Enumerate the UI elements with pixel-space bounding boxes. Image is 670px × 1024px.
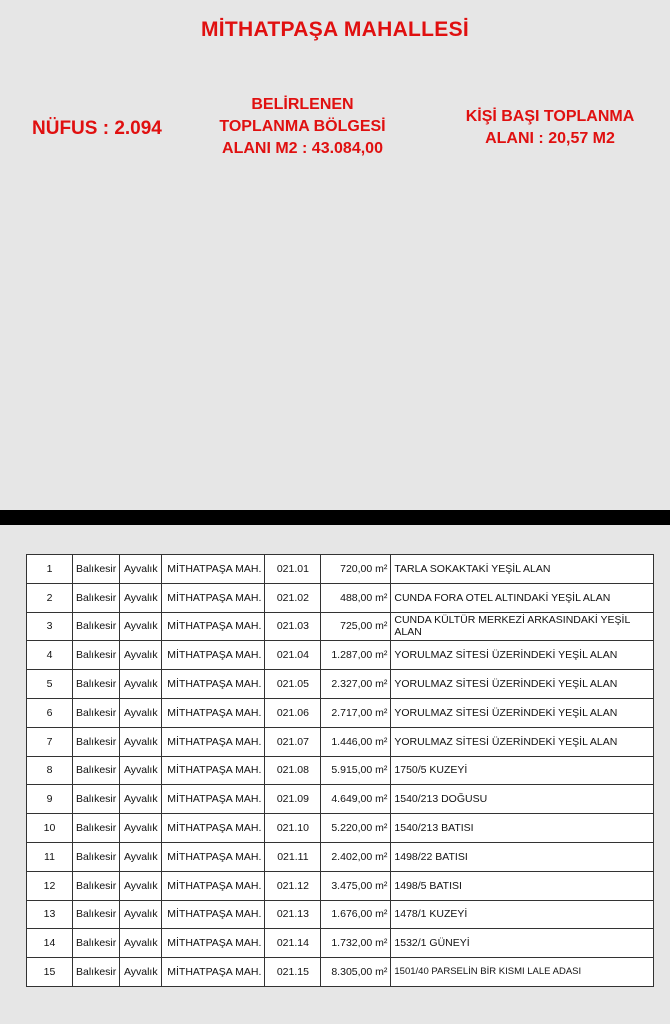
province-cell: Balıkesir: [73, 583, 120, 612]
area-code-cell: 021.13: [265, 900, 321, 929]
province-cell: Balıkesir: [73, 756, 120, 785]
district-cell: Ayvalık: [120, 727, 162, 756]
area-code-cell: 021.09: [265, 785, 321, 814]
area-description-cell: YORULMAZ SİTESİ ÜZERİNDEKİ YEŞİL ALAN: [391, 670, 654, 699]
row-number-cell: 3: [27, 612, 73, 641]
neighborhood-cell: MİTHATPAŞA MAH.: [162, 814, 265, 843]
area-size-cell: 8.305,00 m²: [321, 958, 391, 987]
table-row: [27, 900, 654, 929]
row-number-cell: 14: [27, 929, 73, 958]
row-number-cell: 5: [27, 670, 73, 699]
area-size-cell: 5.220,00 m²: [321, 814, 391, 843]
area-code-cell: 021.07: [265, 727, 321, 756]
area-code-cell: 021.08: [265, 756, 321, 785]
area-size-cell: 3.475,00 m²: [321, 871, 391, 900]
province-cell: Balıkesir: [73, 727, 120, 756]
neighborhood-cell: MİTHATPAŞA MAH.: [162, 842, 265, 871]
area-size-cell: 1.732,00 m²: [321, 929, 391, 958]
row-number-cell: 12: [27, 871, 73, 900]
neighborhood-cell: MİTHATPAŞA MAH.: [162, 670, 265, 699]
district-cell: Ayvalık: [120, 670, 162, 699]
area-code-cell: 021.05: [265, 670, 321, 699]
province-cell: Balıkesir: [73, 641, 120, 670]
district-cell: Ayvalık: [120, 756, 162, 785]
row-number-cell: 13: [27, 900, 73, 929]
area-description-cell: TARLA SOKAKTAKİ YEŞİL ALAN: [391, 555, 654, 584]
table-row: [27, 698, 654, 727]
row-number-cell: 1: [27, 555, 73, 584]
summary-panel: [0, 0, 670, 510]
province-cell: Balıkesir: [73, 871, 120, 900]
area-description-cell: 1501/40 PARSELİN BİR KISMI LALE ADASI: [391, 958, 654, 987]
area-size-cell: 488,00 m²: [321, 583, 391, 612]
table-row: [27, 555, 654, 584]
neighborhood-cell: MİTHATPAŞA MAH.: [162, 958, 265, 987]
table-row: [27, 785, 654, 814]
area-code-cell: 021.10: [265, 814, 321, 843]
area-code-cell: 021.03: [265, 612, 321, 641]
row-number-cell: 9: [27, 785, 73, 814]
neighborhood-cell: MİTHATPAŞA MAH.: [162, 871, 265, 900]
neighborhood-cell: MİTHATPAŞA MAH.: [162, 698, 265, 727]
area-description-cell: CUNDA FORA OTEL ALTINDAKİ YEŞİL ALAN: [391, 583, 654, 612]
neighborhood-cell: MİTHATPAŞA MAH.: [162, 785, 265, 814]
row-number-cell: 4: [27, 641, 73, 670]
row-number-cell: 6: [27, 698, 73, 727]
population-text: NÜFUS : 2.094: [32, 118, 162, 139]
table-row: [27, 958, 654, 987]
district-cell: Ayvalık: [120, 698, 162, 727]
assembly-area-line-1: BELİRLENEN: [251, 96, 354, 113]
province-cell: Balıkesir: [73, 555, 120, 584]
district-cell: Ayvalık: [120, 814, 162, 843]
area-code-cell: 021.14: [265, 929, 321, 958]
area-description-cell: 1478/1 KUZEYİ: [391, 900, 654, 929]
assembly-areas-table: [26, 554, 654, 987]
area-code-cell: 021.01: [265, 555, 321, 584]
table-row: [27, 612, 654, 641]
district-cell: Ayvalık: [120, 900, 162, 929]
population-stat: [32, 118, 162, 140]
area-description-cell: CUNDA KÜLTÜR MERKEZİ ARKASINDAKİ YEŞİL ALAN: [391, 612, 654, 641]
table-row: [27, 929, 654, 958]
row-number-cell: 7: [27, 727, 73, 756]
area-description-cell: YORULMAZ SİTESİ ÜZERİNDEKİ YEŞİL ALAN: [391, 727, 654, 756]
area-code-cell: 021.12: [265, 871, 321, 900]
province-cell: Balıkesir: [73, 929, 120, 958]
row-number-cell: 11: [27, 842, 73, 871]
per-capita-line-2: ALANI : 20,57 M2: [485, 130, 615, 147]
district-cell: Ayvalık: [120, 785, 162, 814]
area-size-cell: 2.327,00 m²: [321, 670, 391, 699]
area-code-cell: 021.06: [265, 698, 321, 727]
area-code-cell: 021.04: [265, 641, 321, 670]
district-cell: Ayvalık: [120, 555, 162, 584]
area-size-cell: 1.287,00 m²: [321, 641, 391, 670]
table-row: [27, 814, 654, 843]
neighborhood-cell: MİTHATPAŞA MAH.: [162, 641, 265, 670]
row-number-cell: 10: [27, 814, 73, 843]
neighborhood-cell: MİTHATPAŞA MAH.: [162, 900, 265, 929]
area-size-cell: 5.915,00 m²: [321, 756, 391, 785]
row-number-cell: 8: [27, 756, 73, 785]
province-cell: Balıkesir: [73, 958, 120, 987]
neighborhood-cell: MİTHATPAŞA MAH.: [162, 929, 265, 958]
area-description-cell: YORULMAZ SİTESİ ÜZERİNDEKİ YEŞİL ALAN: [391, 698, 654, 727]
district-cell: Ayvalık: [120, 641, 162, 670]
neighborhood-cell: MİTHATPAŞA MAH.: [162, 727, 265, 756]
area-size-cell: 1.446,00 m²: [321, 727, 391, 756]
table-row: [27, 641, 654, 670]
table-panel: [0, 525, 670, 1024]
per-capita-line-1: KİŞİ BAŞI TOPLANMA: [465, 108, 635, 125]
province-cell: Balıkesir: [73, 900, 120, 929]
province-cell: Balıkesir: [73, 842, 120, 871]
area-description-cell: 1498/22 BATISI: [391, 842, 654, 871]
area-description-cell: 1532/1 GÜNEYİ: [391, 929, 654, 958]
area-description-cell: 1540/213 DOĞUSU: [391, 785, 654, 814]
assembly-area-line-3: ALANI M2 : 43.084,00: [222, 140, 383, 157]
assembly-area-stat: [200, 94, 405, 160]
area-size-cell: 1.676,00 m²: [321, 900, 391, 929]
province-cell: Balıkesir: [73, 814, 120, 843]
assembly-area-line-2: TOPLANMA BÖLGESİ: [219, 118, 386, 135]
area-code-cell: 021.11: [265, 842, 321, 871]
area-description-cell: 1540/213 BATISI: [391, 814, 654, 843]
divider-bar: [0, 510, 670, 525]
per-capita-area-stat: [455, 106, 645, 150]
area-size-cell: 2.402,00 m²: [321, 842, 391, 871]
row-number-cell: 15: [27, 958, 73, 987]
province-cell: Balıkesir: [73, 698, 120, 727]
area-size-cell: 2.717,00 m²: [321, 698, 391, 727]
area-code-cell: 021.02: [265, 583, 321, 612]
table-row: [27, 842, 654, 871]
district-cell: Ayvalık: [120, 842, 162, 871]
table-row: [27, 583, 654, 612]
neighborhood-cell: MİTHATPAŞA MAH.: [162, 555, 265, 584]
area-description-cell: YORULMAZ SİTESİ ÜZERİNDEKİ YEŞİL ALAN: [391, 641, 654, 670]
district-cell: Ayvalık: [120, 583, 162, 612]
table-row: [27, 727, 654, 756]
neighborhood-cell: MİTHATPAŞA MAH.: [162, 612, 265, 641]
area-code-cell: 021.15: [265, 958, 321, 987]
neighborhood-cell: MİTHATPAŞA MAH.: [162, 583, 265, 612]
district-cell: Ayvalık: [120, 871, 162, 900]
area-size-cell: 725,00 m²: [321, 612, 391, 641]
district-cell: Ayvalık: [120, 929, 162, 958]
neighborhood-cell: MİTHATPAŞA MAH.: [162, 756, 265, 785]
province-cell: Balıkesir: [73, 785, 120, 814]
page-title: MİTHATPAŞA MAHALLESİ: [200, 18, 470, 41]
district-cell: Ayvalık: [120, 958, 162, 987]
area-description-cell: 1498/5 BATISI: [391, 871, 654, 900]
province-cell: Balıkesir: [73, 670, 120, 699]
table-row: [27, 756, 654, 785]
area-size-cell: 4.649,00 m²: [321, 785, 391, 814]
area-size-cell: 720,00 m²: [321, 555, 391, 584]
district-cell: Ayvalık: [120, 612, 162, 641]
area-description-cell: 1750/5 KUZEYİ: [391, 756, 654, 785]
table-row: [27, 670, 654, 699]
table-row: [27, 871, 654, 900]
row-number-cell: 2: [27, 583, 73, 612]
province-cell: Balıkesir: [73, 612, 120, 641]
